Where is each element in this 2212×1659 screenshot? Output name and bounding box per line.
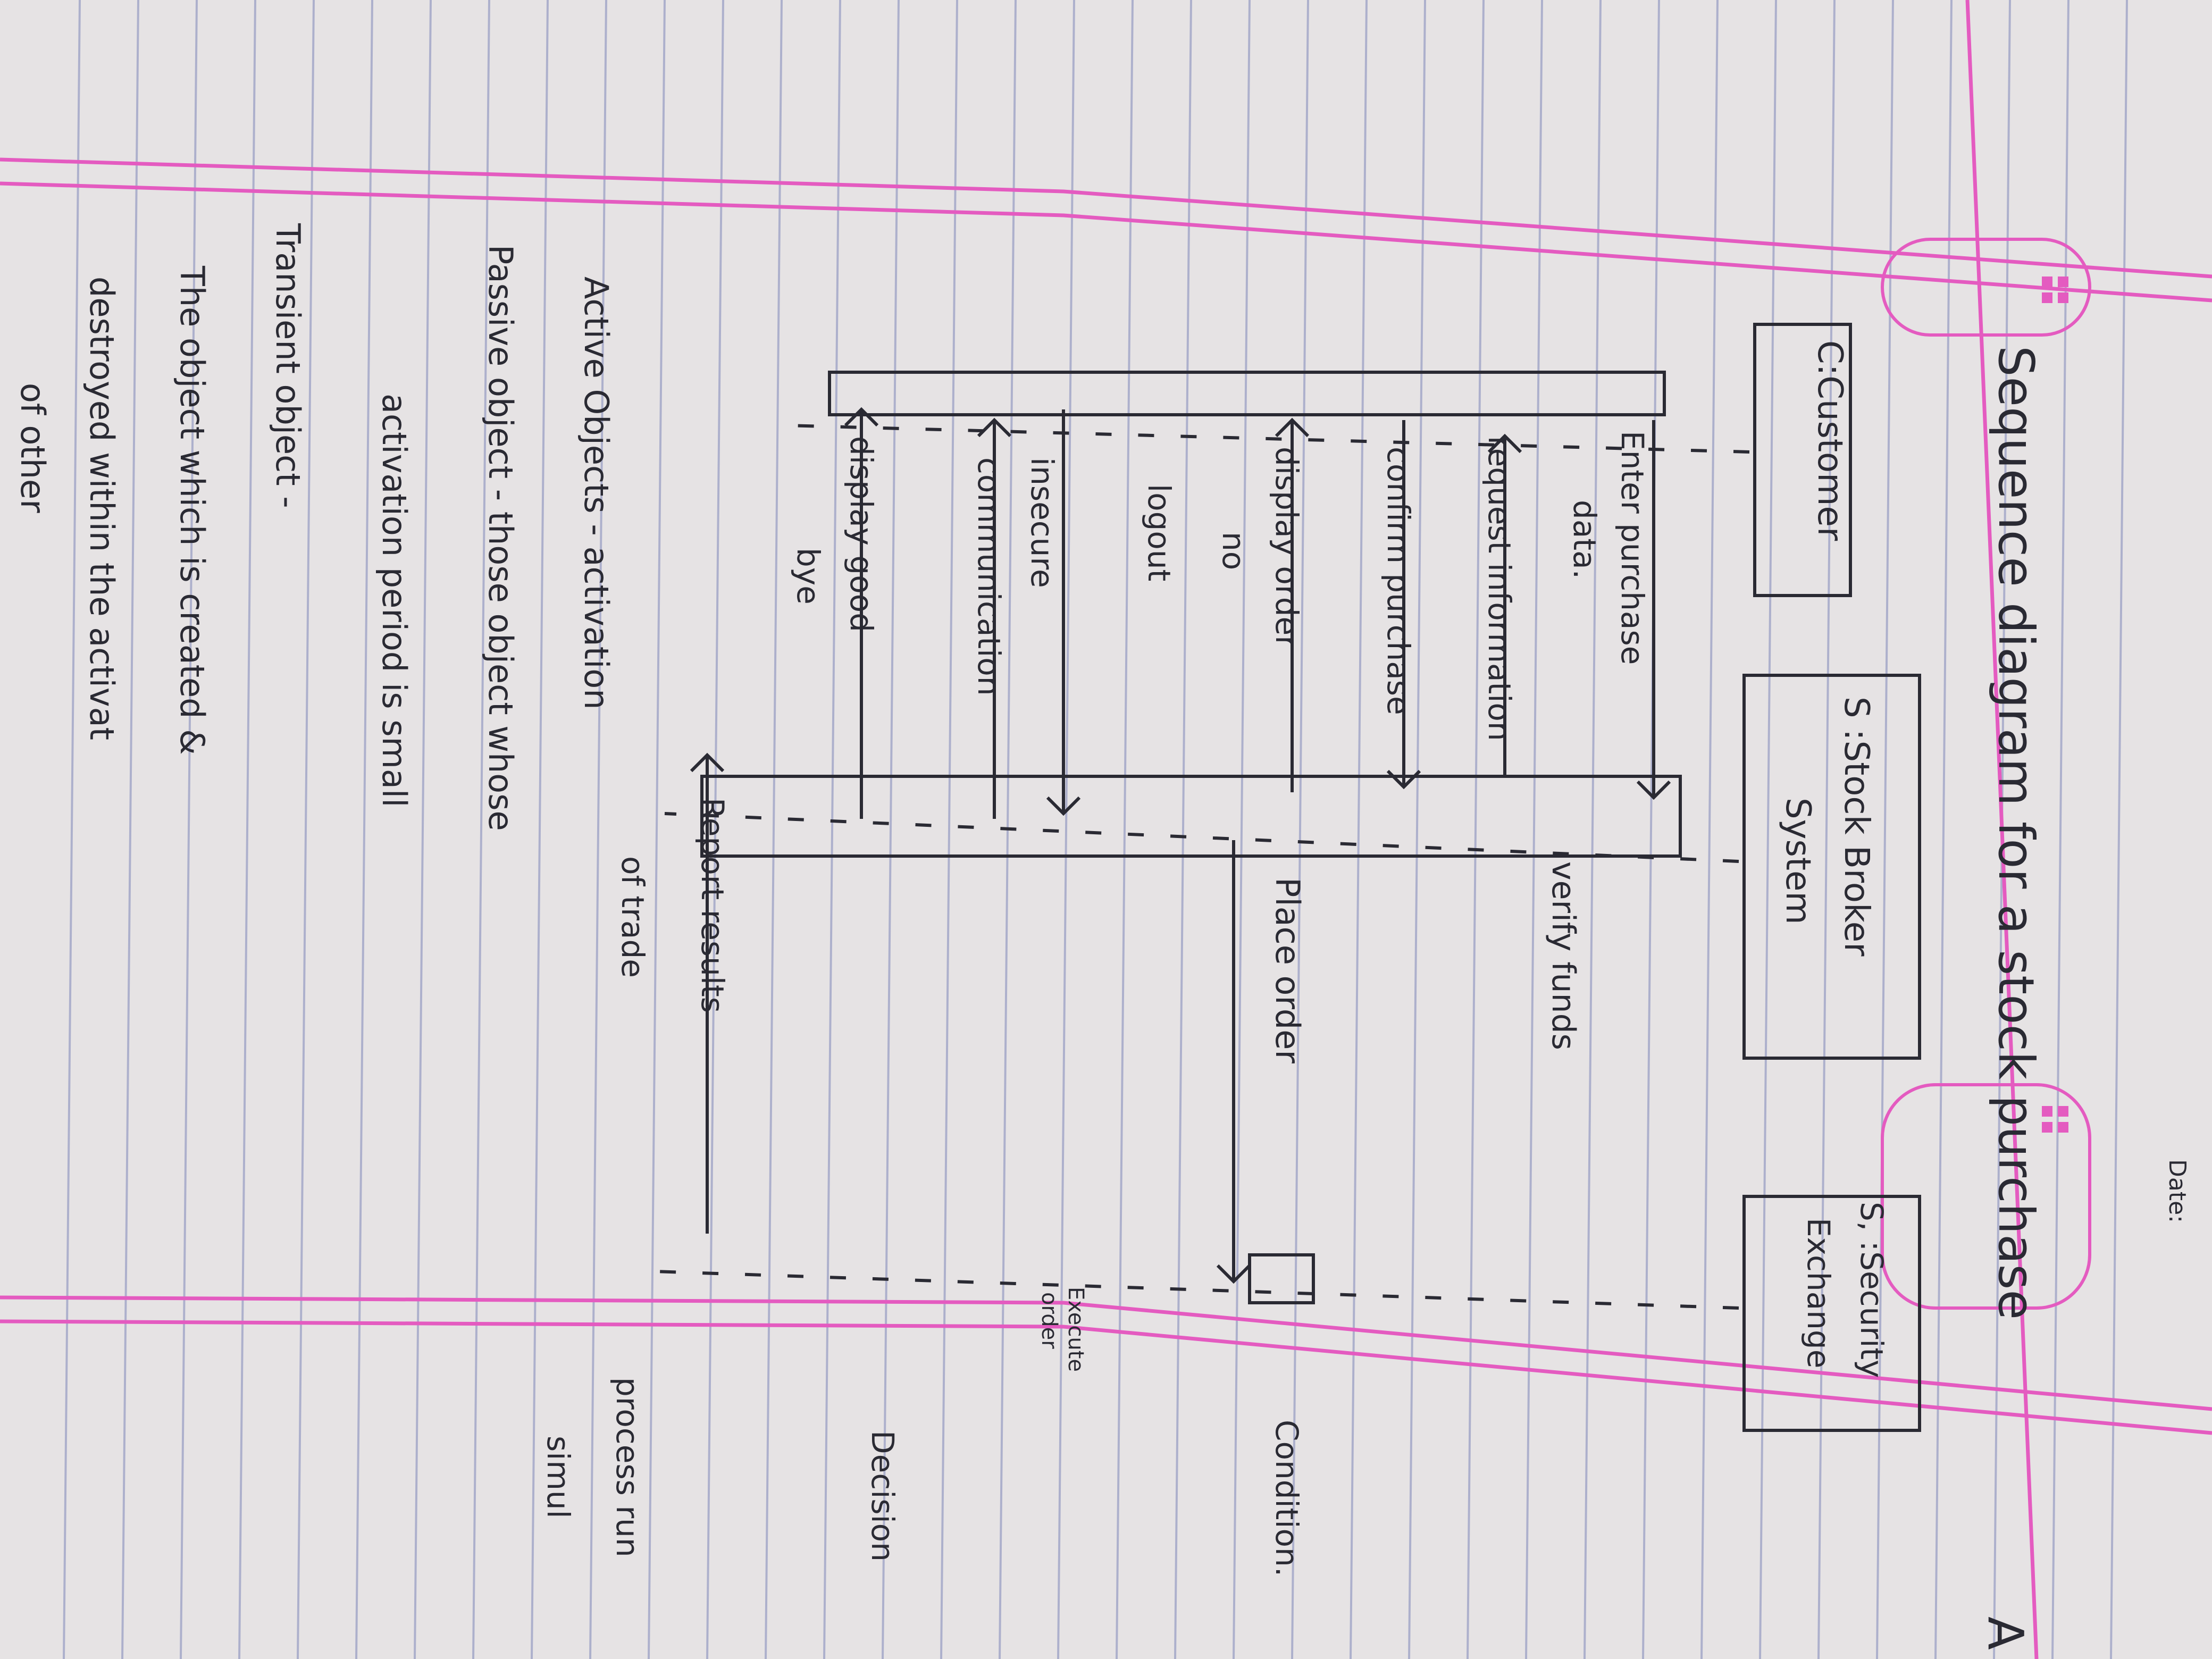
note-passive-2: activation period is small: [375, 393, 414, 808]
note-transient-2: destroyed within the activat: [82, 276, 121, 740]
lifeline-label-exchange-2: Exchange: [1800, 1218, 1837, 1369]
msg-report-results-2: of trade: [615, 856, 651, 978]
msg-execute-order-2: order: [1037, 1292, 1061, 1349]
page-title: Sequence diagram for a stock purchase: [1988, 346, 2045, 1320]
msg-insecure-1: insecure: [1024, 457, 1060, 588]
lifeline-label-customer: C:Customer: [1810, 340, 1849, 541]
note-active-objects: Active Objects - activation: [577, 276, 616, 710]
lifeline-box-broker: [1744, 675, 1920, 1058]
lifeline-label-broker-2: System: [1778, 798, 1817, 925]
msg-display-order-1: display order: [1269, 447, 1305, 649]
msg-place-order: Place order: [1268, 877, 1307, 1063]
msg-logout: logout: [1141, 484, 1177, 582]
note-transient-heading: Transient object -: [269, 223, 307, 508]
note-passive-1: Passive object - those object whose: [481, 245, 520, 831]
note-condition: Condition.: [1269, 1420, 1305, 1577]
msg-insecure-2: communication: [971, 457, 1007, 696]
note-transient-1: The object which is created &: [173, 266, 212, 755]
lifeline-customer: [787, 425, 1749, 452]
msg-enter-purchase-1: Enter purchase: [1614, 431, 1650, 665]
msg-display-good-bye-1: display good: [843, 436, 879, 632]
msg-execute-order-1: Execute: [1063, 1287, 1088, 1372]
note-decision: Decision: [865, 1430, 901, 1562]
note-process-2: simul: [540, 1436, 576, 1519]
page-letter: A: [1977, 1616, 2034, 1650]
note-process-1: process run: [609, 1377, 646, 1557]
msg-enter-purchase-2: data.: [1566, 500, 1603, 580]
msg-display-order-2: no: [1216, 532, 1252, 571]
note-transient-3: of other: [13, 383, 52, 513]
msg-confirm-purchase: confirm purchase: [1380, 447, 1417, 715]
msg-request-information: request information: [1481, 436, 1518, 741]
msg-report-results-1: Report results: [694, 798, 731, 1013]
activation-exchange: [1250, 1255, 1313, 1303]
lifeline-label-broker-1: S :Stock Broker: [1837, 697, 1876, 957]
lifeline-label-exchange-1: S, :Security: [1854, 1202, 1890, 1378]
page-number-tab: [1882, 239, 2090, 1308]
msg-verify-funds: verify funds: [1545, 861, 1582, 1050]
lifeline-broker: [665, 814, 1739, 861]
msg-display-good-bye-2: bye: [790, 548, 826, 605]
date-label: Date:: [2164, 1159, 2191, 1223]
